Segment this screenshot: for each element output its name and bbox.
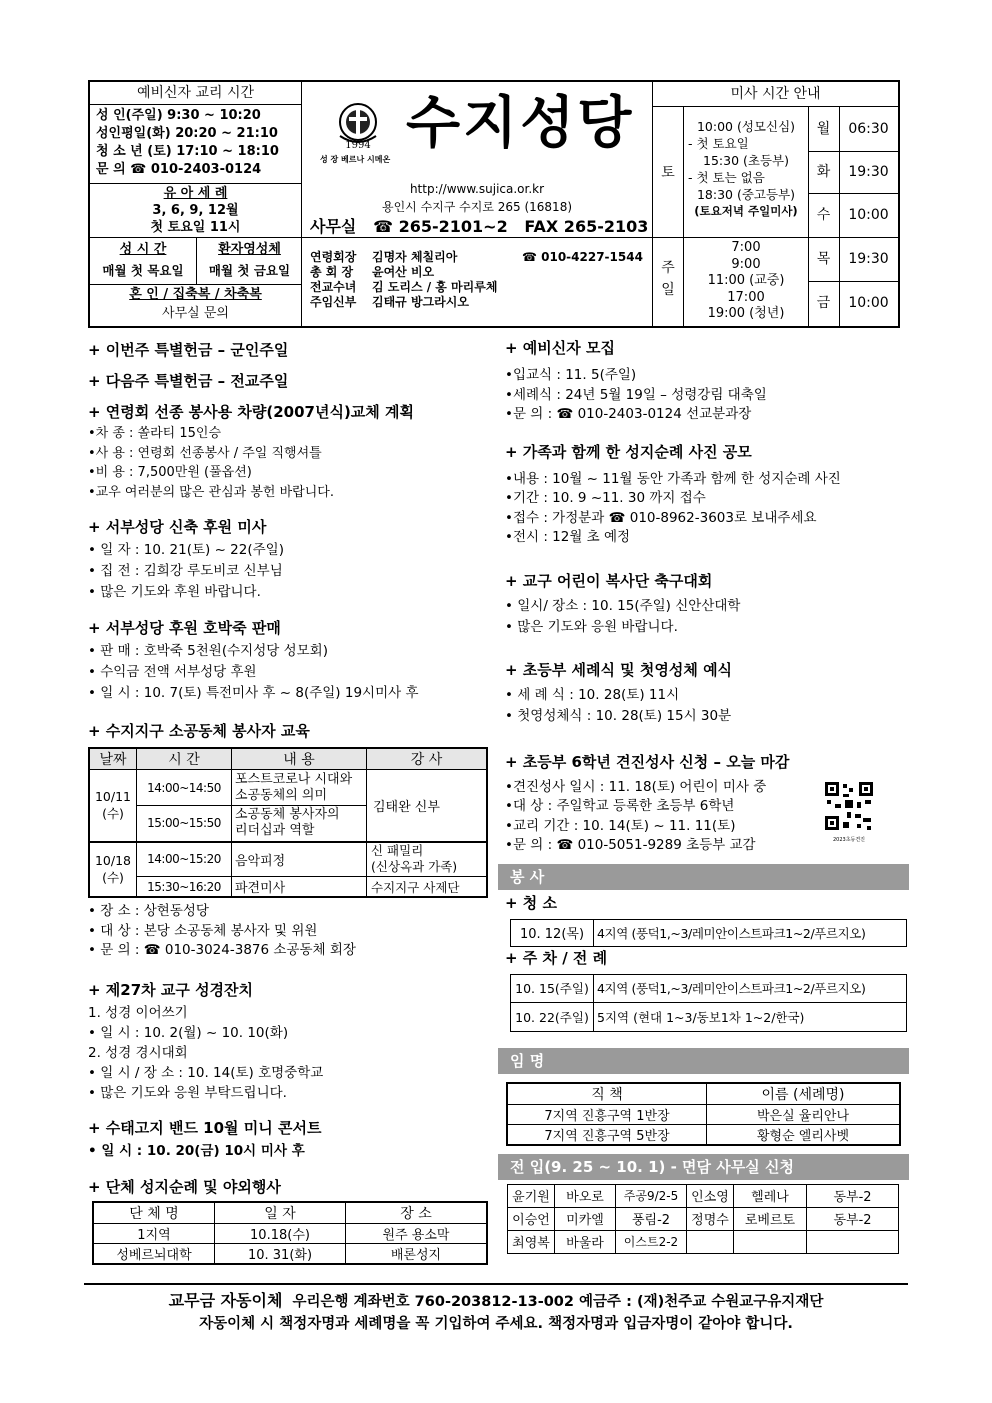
table-header: 시 간 bbox=[137, 748, 232, 770]
table-header: 장 소 bbox=[346, 1202, 488, 1224]
list-item: •내용 : 10월 ~ 11월 동안 가족과 함께 한 성지순례 사진 bbox=[505, 470, 841, 487]
table-cell: 10. 12(목) bbox=[511, 919, 594, 946]
section-title: + 수지지구 소공동체 봉사자 교육 bbox=[88, 722, 310, 740]
list-item: • 많은 기도와 후원 바랍니다. bbox=[88, 584, 261, 600]
list-item: • 일 시 : 10. 20(금) 10시 미사 후 bbox=[88, 1142, 305, 1159]
table-cell: 인소영 bbox=[687, 1184, 734, 1207]
weekday-name: 월 bbox=[816, 121, 831, 137]
table-cell: 주공9/2-5 bbox=[616, 1184, 687, 1207]
contact-row bbox=[310, 295, 646, 310]
table-cell: 14:00~15:20 bbox=[137, 842, 232, 877]
list-item: • 세 례 식 : 10. 28(토) 11시 bbox=[505, 686, 680, 703]
table-row bbox=[508, 1184, 899, 1207]
contact-row bbox=[310, 250, 646, 265]
sat-mass-line: - 첫 토요일 bbox=[688, 136, 749, 151]
table-cell: 15:00~15:50 bbox=[137, 806, 232, 842]
table-row bbox=[508, 1230, 899, 1253]
list-item: •세례식 : 24년 5월 19일 – 성령강림 대축일 bbox=[505, 386, 767, 403]
table-cell: 4지역 (풍덕1,~3/레미안이스트파크1~2/푸르지오) bbox=[594, 974, 907, 1002]
mass-schedule-box bbox=[652, 82, 898, 326]
weekday-row bbox=[808, 151, 898, 194]
table-cell: 풍림-2 bbox=[616, 1207, 687, 1230]
section-title: + 교구 어린이 복사단 축구대회 bbox=[505, 571, 713, 590]
contact-role: 주임신부 bbox=[310, 295, 357, 309]
contact-role: 연령회장 bbox=[310, 250, 357, 264]
qr-code-icon bbox=[823, 780, 875, 832]
table-cell: 김태완 신부 bbox=[367, 770, 488, 842]
list-item: • 일 시 : 10. 2(월) ~ 10. 10(화) bbox=[88, 1024, 289, 1041]
section-title: + 가족과 함께 한 성지순례 사진 공모 bbox=[505, 442, 752, 461]
table-cell: 로베르토 bbox=[734, 1207, 807, 1230]
footer-account: 우리은행 계좌번호 760-203812-13-002 예금주 : (재)천주교 수원교구유지재단 bbox=[292, 1294, 824, 1310]
appointment-table bbox=[506, 1082, 901, 1146]
table-cell: 4지역 (풍덕1,~3/레미안이스트파크1~2/푸르지오) bbox=[594, 919, 907, 946]
list-item: •기간 : 10. 9 ~11. 30 까지 접수 bbox=[505, 490, 706, 506]
catechism-weekday: 성인평일(화) 20:20 ~ 21:10 bbox=[96, 126, 278, 141]
list-item: •사 용 : 연령회 선종봉사 / 주일 직행셔틀 bbox=[88, 445, 322, 461]
table-row bbox=[511, 919, 907, 946]
weekday-name: 목 bbox=[816, 251, 831, 267]
church-info-box bbox=[302, 82, 652, 326]
list-item: • 일시/ 장소 : 10. 15(주일) 신안산대학 bbox=[505, 597, 741, 614]
list-item: • 대 상 : 본당 소공동체 봉사자 및 위원 bbox=[88, 922, 318, 939]
table-cell: 파견미사 bbox=[232, 877, 367, 898]
section-title: + 초등부 세례식 및 첫영성체 예식 bbox=[505, 660, 733, 679]
footer-line-2: 자동이체 시 책정자명과 세례명을 꼭 기입하여 주세요. 책정자명과 입금자명이 같아야 합니다. bbox=[199, 1316, 793, 1332]
table-cell: 황형순 엘리사벳 bbox=[707, 1124, 901, 1145]
contact-row bbox=[310, 265, 646, 280]
sun-mass-line: 11:00 (교중) bbox=[707, 273, 785, 288]
service-bar: 봉 사 bbox=[498, 864, 909, 890]
table-cell: 미카엘 bbox=[555, 1207, 616, 1230]
table-header: 단 체 명 bbox=[93, 1202, 215, 1224]
office-label: 사무실 bbox=[310, 217, 357, 236]
table-cell: 수지지구 사제단 bbox=[367, 877, 488, 898]
table-cell: 10. 22(주일) bbox=[511, 1002, 594, 1031]
table-cell: 5지역 (현대 1~3/동보1차 1~2/한국) bbox=[594, 1002, 907, 1031]
table-cell: 10.18(수) bbox=[215, 1223, 346, 1243]
catechism-youth: 청 소 년 (토) 17:10 ~ 18:10 bbox=[96, 144, 279, 159]
list-item: •입교식 : 11. 5(주일) bbox=[505, 367, 637, 383]
list-item: • 첫영성체식 : 10. 28(토) 15시 30분 bbox=[505, 707, 732, 724]
list-item: • 일 자 : 10. 21(토) ~ 22(주일) bbox=[88, 542, 284, 558]
catechism-box bbox=[90, 82, 302, 326]
table-cell: 음악피정 bbox=[232, 842, 367, 877]
table-row bbox=[93, 1223, 487, 1243]
section-title: + 서부성당 신축 후원 미사 bbox=[88, 518, 267, 536]
sun-mass-line: 19:00 (청년) bbox=[707, 306, 785, 321]
contact-name: 윤여산 비오 bbox=[372, 265, 435, 279]
list-item: • 문 의 : ☎ 010-3024-3876 소공동체 회장 bbox=[88, 942, 356, 958]
weekday-name: 수 bbox=[816, 207, 831, 223]
wedding-value: 사무실 문의 bbox=[162, 306, 229, 321]
logo-caption: 성 장 베르나 시메온 bbox=[320, 155, 391, 164]
infant-baptism-day: 첫 토요일 11시 bbox=[150, 220, 241, 235]
table-cell: 소공동체 봉사자의 리더십과 역할 bbox=[232, 806, 367, 842]
sick-communion-value: 매월 첫 금요일 bbox=[208, 263, 291, 278]
table-cell: 박은실 율리안나 bbox=[707, 1104, 901, 1124]
table-cell: 동부-2 bbox=[807, 1184, 899, 1207]
table-cell: 윤기원 bbox=[508, 1184, 555, 1207]
table-cell: 10/18 (수) bbox=[89, 842, 137, 898]
table-cell bbox=[687, 1230, 734, 1253]
table-row bbox=[511, 974, 907, 1002]
table-cell: 14:00~14:50 bbox=[137, 770, 232, 806]
table-cell: 15:30~16:20 bbox=[137, 877, 232, 898]
weekday-name: 화 bbox=[816, 164, 831, 180]
office-fax: FAX 265-2103 bbox=[524, 217, 649, 236]
table-header: 일 자 bbox=[215, 1202, 346, 1224]
list-item: •접수 : 가정분과 ☎ 010-8962-3603로 보내주세요 bbox=[505, 509, 817, 526]
weekday-time: 10:00 bbox=[848, 207, 889, 223]
sat-mass-line: 10:00 (성모신심) bbox=[696, 119, 796, 134]
confession-title: 성 시 간 bbox=[119, 242, 167, 257]
list-item: • 많은 기도와 응원 부탁드립니다. bbox=[88, 1084, 287, 1101]
list-item: •문 의 : ☎ 010-2403-0124 선교분과장 bbox=[505, 406, 752, 422]
catechism-adult: 성 인(주일) 9:30 ~ 10:20 bbox=[96, 108, 261, 123]
weekday-time: 06:30 bbox=[848, 121, 889, 137]
left-column bbox=[88, 338, 488, 1265]
sun-mass-line: 17:00 bbox=[727, 289, 765, 305]
section-title: + 제27차 교구 성경잔치 bbox=[88, 980, 254, 999]
table-row bbox=[511, 1002, 907, 1031]
table-row bbox=[507, 1104, 900, 1124]
section-title: + 다음주 특별헌금 – 전교주일 bbox=[88, 372, 289, 390]
saturday-label: 토 bbox=[661, 165, 675, 181]
table-cell: 성베르뇌대학 bbox=[93, 1243, 215, 1264]
section-title: + 연령회 선종 봉사용 차량(2007년식)교체 계획 bbox=[88, 403, 414, 421]
table-cell: 배론성지 bbox=[346, 1243, 488, 1264]
bulletin-header bbox=[88, 80, 900, 328]
clean-title: + 청 소 bbox=[505, 893, 557, 912]
education-table bbox=[88, 747, 488, 898]
table-header: 날짜 bbox=[89, 748, 137, 770]
contact-name: 김태규 방그라시오 bbox=[372, 295, 469, 309]
transfer-table bbox=[507, 1184, 899, 1254]
list-item: 2. 성경 경시대회 bbox=[88, 1044, 188, 1061]
list-item: • 집 전 : 김희강 루도비코 신부님 bbox=[88, 563, 283, 579]
pilgrimage-table bbox=[92, 1201, 488, 1265]
section-title: + 이번주 특별헌금 – 군인주일 bbox=[88, 341, 289, 359]
appointment-bar: 임 명 bbox=[498, 1048, 909, 1074]
table-cell bbox=[807, 1230, 899, 1253]
contact-phone[interactable]: ☎ 010-4227-1544 bbox=[522, 250, 643, 264]
table-cell: 10/11 (수) bbox=[89, 770, 137, 842]
sun-mass-line: 7:00 bbox=[731, 240, 761, 255]
office-phone[interactable]: ☎ 265-2101~2 bbox=[373, 217, 508, 236]
contact-name: 김 도리스 / 홍 마리루체 bbox=[372, 280, 498, 294]
weekday-time: 19:30 bbox=[848, 164, 889, 180]
footer-divider bbox=[84, 1283, 908, 1285]
table-row bbox=[508, 1207, 899, 1230]
sunday-label-text: 주일 bbox=[661, 260, 675, 298]
list-item: • 판 매 : 호박죽 5천원(수지성당 성모회) bbox=[88, 643, 328, 659]
list-item: •차 종 : 쏠라티 15인승 bbox=[88, 426, 222, 441]
weekday-row bbox=[808, 281, 898, 326]
list-item: •비 용 : 7,500만원 (풀옵션) bbox=[88, 465, 252, 480]
qr-code[interactable] bbox=[823, 780, 875, 842]
sat-mass-line: 15:30 (초등부) bbox=[703, 153, 789, 168]
table-cell: 10. 31(화) bbox=[215, 1243, 346, 1264]
table-cell: 이승언 bbox=[508, 1207, 555, 1230]
table-cell: 7지역 진흥구역 5반장 bbox=[507, 1124, 707, 1145]
sat-mass-line: (토요저녁 주일미사) bbox=[694, 204, 798, 218]
wedding-title: 혼 인 / 집축복 / 차축복 bbox=[129, 287, 262, 302]
table-cell: 원주 용소막 bbox=[346, 1223, 488, 1243]
table-header: 내 용 bbox=[232, 748, 367, 770]
section-title: + 초등부 6학년 견진성사 신청 – 오늘 마감 bbox=[505, 752, 790, 771]
table-row bbox=[507, 1124, 900, 1145]
section-title: + 예비신자 모집 bbox=[505, 339, 615, 357]
church-name: 수지성당 bbox=[406, 91, 635, 156]
contact-name: 김명자 체칠리아 bbox=[372, 250, 458, 264]
weekday-name: 금 bbox=[816, 295, 831, 311]
table-cell: 포스트코로나 시대와 소공동체의 의미 bbox=[232, 770, 367, 806]
list-item: • 일 시 / 장 소 : 10. 14(토) 호명중학교 bbox=[88, 1064, 324, 1081]
table-cell: 바울라 bbox=[555, 1230, 616, 1253]
contact-role: 총 회 장 bbox=[310, 265, 354, 279]
sat-mass-line: 18:30 (중고등부) bbox=[696, 187, 796, 202]
list-item: •교리 기간 : 10. 14(토) ~ 11. 11(토) bbox=[505, 817, 736, 834]
transfer-bar: 전 입(9. 25 ~ 10. 1) - 면담 사무실 신청 bbox=[498, 1154, 909, 1180]
table-cell: 신 패밀리 (신상옥과 가족) bbox=[367, 842, 488, 877]
table-row bbox=[93, 1243, 487, 1264]
sick-communion-title: 환자영성체 bbox=[218, 242, 281, 257]
table-cell: 7지역 진흥구역 1반장 bbox=[507, 1104, 707, 1124]
weekday-row bbox=[808, 107, 898, 152]
weekday-time: 10:00 bbox=[848, 295, 889, 311]
footer bbox=[84, 1290, 908, 1335]
parking-table bbox=[510, 974, 907, 1032]
footer-bold: 교무금 자동이체 bbox=[168, 1291, 283, 1310]
list-item: •문 의 : ☎ 010-5051-9289 초등부 교감 bbox=[505, 837, 756, 853]
sunday-label bbox=[653, 257, 683, 301]
list-item: •견진성사 일시 : 11. 18(토) 어린이 미사 중 bbox=[505, 778, 767, 795]
table-cell: 동부-2 bbox=[807, 1207, 899, 1230]
weekday-row bbox=[808, 237, 898, 282]
table-cell: 정명수 bbox=[687, 1207, 734, 1230]
logo-year: 1994 bbox=[345, 140, 371, 151]
list-item: • 많은 기도와 응원 바랍니다. bbox=[505, 618, 678, 635]
section-title: + 단체 성지순례 및 야외행사 bbox=[88, 1177, 281, 1196]
footer-line-1 bbox=[84, 1290, 908, 1313]
table-header: 강 사 bbox=[367, 748, 488, 770]
sat-mass-line: - 첫 토는 없음 bbox=[688, 170, 765, 185]
section-title: + 수태고지 밴드 10월 미니 콘서트 bbox=[88, 1118, 322, 1137]
church-website[interactable]: http://www.sujica.or.kr bbox=[409, 182, 545, 196]
table-cell: 헬레나 bbox=[734, 1184, 807, 1207]
table-cell bbox=[734, 1230, 807, 1253]
table-header: 이름 (세례명) bbox=[707, 1083, 901, 1105]
church-address: 용인시 수지구 수지로 265 (16818) bbox=[381, 200, 573, 214]
qr-caption: 2023초등견진 bbox=[832, 836, 866, 843]
parking-title: + 주 차 / 전 례 bbox=[505, 948, 608, 967]
section-title: + 서부성당 후원 호박죽 판매 bbox=[88, 619, 281, 637]
infant-baptism-months: 3, 6, 9, 12월 bbox=[152, 203, 239, 218]
list-item: • 수익금 전액 서부성당 후원 bbox=[88, 664, 257, 680]
confession-value: 매월 첫 목요일 bbox=[102, 263, 184, 278]
table-cell: 최영복 bbox=[508, 1230, 555, 1253]
list-item: • 장 소 : 상현동성당 bbox=[88, 903, 209, 919]
list-item: • 일 시 : 10. 7(토) 특전미사 후 ~ 8(주일) 19시미사 후 bbox=[88, 685, 419, 701]
list-item: •전시 : 12월 초 예정 bbox=[505, 529, 631, 545]
table-cell: 1지역 bbox=[93, 1223, 215, 1243]
list-item: •대 상 : 주일학교 등록한 초등부 6학년 bbox=[505, 798, 735, 814]
sun-mass-line: 9:00 bbox=[731, 256, 761, 272]
contact-row bbox=[310, 280, 646, 295]
catechism-title: 예비신자 교리 시간 bbox=[90, 82, 301, 105]
table-cell: 10. 15(주일) bbox=[511, 974, 594, 1002]
cleaning-table bbox=[510, 919, 907, 947]
table-header: 직 책 bbox=[507, 1083, 707, 1105]
mass-schedule-title: 미사 시간 안내 bbox=[653, 82, 898, 107]
right-column bbox=[505, 338, 909, 1254]
table-cell: 바오로 bbox=[555, 1184, 616, 1207]
list-item: 1. 성경 이어쓰기 bbox=[88, 1004, 188, 1021]
weekday-time: 19:30 bbox=[848, 251, 889, 267]
table-cell: 이스트2-2 bbox=[616, 1230, 687, 1253]
weekday-row bbox=[808, 193, 898, 238]
catechism-contact: 문 의 ☎ 010-2403-0124 bbox=[96, 162, 262, 177]
infant-baptism-title: 유 아 세 례 bbox=[163, 186, 228, 201]
contact-role: 전교수녀 bbox=[310, 280, 357, 294]
list-item: •교우 여러분의 많은 관심과 봉헌 바랍니다. bbox=[88, 484, 334, 500]
